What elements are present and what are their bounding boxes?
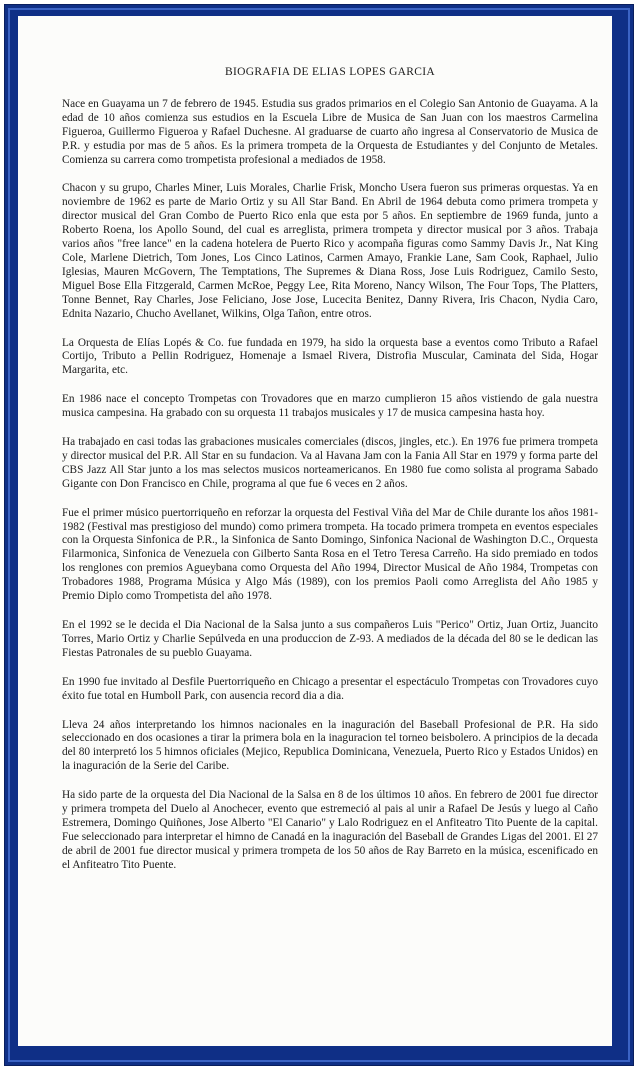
paragraph-trovadores: En 1986 nace el concepto Trompetas con Trovadores que en marzo cumplieron 15 años vistiendo de gala nuestra musica campesina. Ha grabado con su orquesta 11 trabajos musicales y 17 de musica campesina hasta hoy. <box>62 393 598 420</box>
paragraph-dia-salsa: En el 1992 se le decida el Dia Nacional de la Salsa junto a sus compañeros Luis "Perico" Ortiz, Juan Ortiz, Juancito Torres, Mario Ortiz y Charlie Sepúlveda en una produccion de Z-93. A mediados de la década del 80 se le dedican las Fiestas Patronales de su pueblo Guayama. <box>62 619 598 659</box>
paragraph-festivals: Fue el primer músico puertorriqueño en reforzar la orquesta del Festival Viña del Mar de Chile durante los años 1981-1982 (Festival mas prestigioso del mundo) como primera trompeta. Ha tocado primera trompeta en eventos especiales con la Orquesta Sinfonica de P.R., la Sinfonica de Santo Domingo, Sinfonica Nacional de Washington D.C., Orquesta Filarmonica, Sinfonica de Venezuela con Gilberto Santa Rosa en el Tetro Teresa Carreño. Ha sido premiado en todos los renglones con premios Agueybana como Orquesta del Año 1994, Director Musical de Año 1984, Trompetas con Trobadores 1988, Programa Música y Algo Más (1989), con los premios Paoli como Arreglista del Año 1985 y Premio Diplo como Trompetista del año 1978. <box>62 506 598 603</box>
paragraph-orquesta: La Orquesta de Elías Lopés & Co. fue fundada en 1979, ha sido la orquesta base a eventos como Tributo a Rafael Cortijo, Tributo a Pellin Rodriguez, Homenaje a Ismael Rivera, Distrofia Muscular, Caminata del Sida, Hogar Margarita, etc. <box>62 336 598 377</box>
paragraph-recent: Ha sido parte de la orquesta del Dia Nacional de la Salsa en 8 de los últimos 10 años. En febrero de 2001 fue director y primera trompeta del Duelo al Anochecer, evento que estremeció al pais al unir a Rafael De Jesús y luego al Caño Estremera, Domingo Quiñones, Jose Alberto "El Canario" y Lalo Rodriguez en el Anfiteatro Tito Puente de la capital. Fue seleccionado para interpretar el himno de Canadá en la inaguración del Baseball de Grandes Ligas del 2001. El 27 de abril de 2001 fue director musical y primera trompeta de los 50 años de Ray Barreto en la música, escenificado en el Anfiteatro Tito Puente. <box>62 789 598 871</box>
paragraph-orchestras: Chacon y su grupo, Charles Miner, Luis Morales, Charlie Frisk, Moncho Usera fueron sus primeras orquestas. Ya en noviembre de 1962 es parte de Mario Ortiz y su All Star Band. En Abril de 1964 debuta como primera trompeta y director musical del Gran Combo de Puerto Rico enla que esta por 5 años. En septiembre de 1969 funda, junto a Roberto Roena, los Apollo Sound, del cual es arreglista, primera trompeta y director musical por 3 años. Trabaja varios años "free lance" en la cadena hotelera de Puerto Rico y acompaña figuras como Sammy Davis Jr., Nat King Cole, Marlene Dietrich, Tom Jones, Los Cinco Latinos, Carmen Amayo, Frankie Lane, Sam Cook, Raphael, Julio Iglesias, Mauren McGovern, The Temptations, The Supremes & Diana Ross, Jose Luis Rodriguez, Camilo Sesto, Miguel Bose Ella Fitzgerald, Carmen McRoe, Peggy Lee, Rita Moreno, Nancy Wilson, The Four Tops, The Platters, Tonne Bennet, Ray Charles, Jose Feliciano, Jose Jose, Lucecita Benitez, Danny Rivera, Iris Chacon, Nydia Caro, Ednita Nazario, Chucho Avellanet, Wilkins, Olga Tañon, entre otros. <box>62 182 598 320</box>
paragraph-early-life: Nace en Guayama un 7 de febrero de 1945. Estudia sus grados primarios en el Colegio San Antonio de Guayama. A la edad de 10 años comienza sus estudios en la Escuela Libre de Musica de San Juan con los maestros Carmelina Figueroa, Guillermo Figueroa y Rafael Duchesne. Al graduarse de cuarto año ingresa al Conservatorio de Musica de P.R. y estudia por mas de 5 años. Es la primera trompeta de la Orquesta de Estudiantes y del Conjunto de Metales. Comienza su carrera como trompetista profesional a mediados de 1958. <box>62 97 598 166</box>
document-title: BIOGRAFIA DE ELIAS LOPES GARCIA <box>225 66 435 78</box>
paragraph-chicago: En 1990 fue invitado al Desfile Puertorriqueño en Chicago a presentar el espectáculo Trompetas con Trovadores cuyo éxito fue total en Humboll Park, con ausencia record dia a dia. <box>62 675 598 702</box>
document-page <box>18 16 612 1046</box>
paragraph-himnos: Lleva 24 años interpretando los himnos nacionales en la inaguración del Baseball Profesional de P.R. Ha sido seleccionado en dos ocasiones a tirar la primera bola en la inaguracion tel torneo beisbolero. A principios de la decada del 80 interpretó los 5 himnos oficiales (Mejico, Republica Dominicana, Venezuela, Puerto Rico y Estados Unidos) en la inaguración de la Serie del Caribe. <box>62 718 598 773</box>
paragraph-recordings: Ha trabajado en casi todas las grabaciones musicales comerciales (discos, jingles, etc.). En 1976 fue primera trompeta y director musical del P.R. All Star en su fundacion. Va al Havana Jam con la Fania All Star en 1979 y forma parte del CBS Jazz All Star junto a los mas selectos musicos norteamericanos. En 1980 fue como solista al programa Sabado Gigante con Don Francisco en Chile, programa al que fue 6 veces en 2 años. <box>62 436 598 490</box>
